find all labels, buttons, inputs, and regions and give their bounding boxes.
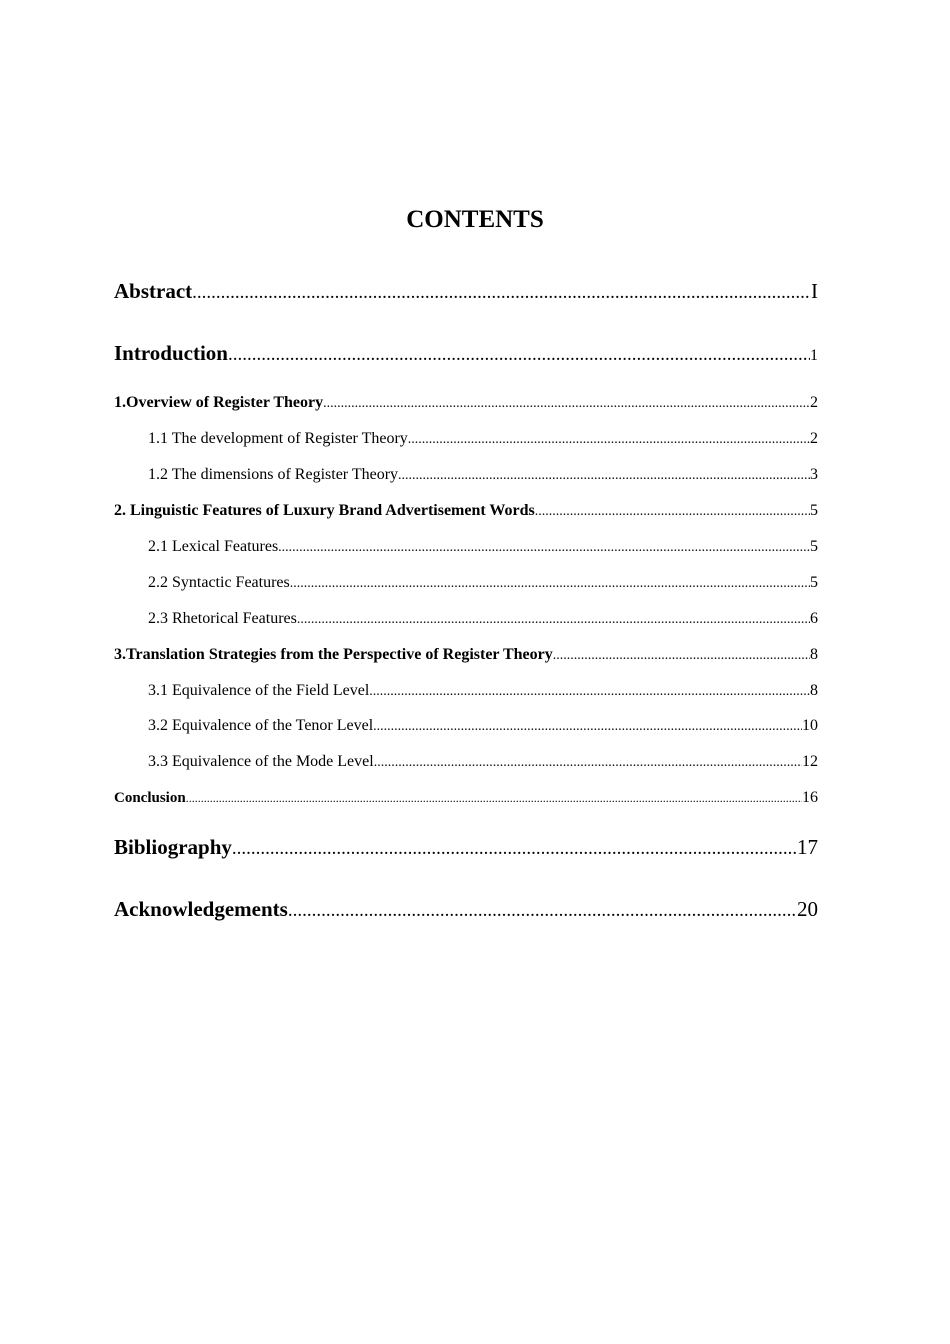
toc-title: CONTENTS	[406, 206, 544, 233]
toc-entry-label: 1.2 The dimensions of Register Theory	[148, 466, 399, 483]
dot-leader	[228, 342, 810, 368]
dot-leader	[288, 898, 797, 924]
toc-entry-introduction[interactable]	[114, 340, 818, 369]
toc-entry-label: 2. Linguistic Features of Luxury Brand Advertisement Words	[114, 502, 535, 519]
dot-leader	[398, 466, 810, 486]
toc-entry-section-3[interactable]	[114, 645, 818, 666]
dot-leader	[297, 610, 810, 630]
dot-leader	[232, 836, 797, 862]
toc-entry-page: 6	[810, 610, 818, 627]
dot-leader	[323, 394, 810, 414]
toc-entry-label: 3.2 Equivalence of the Tenor Level	[148, 717, 374, 734]
toc-entry-label: Abstract	[114, 279, 193, 303]
dot-leader	[373, 717, 802, 737]
toc-entry-label: 3.3 Equivalence of the Mode Level	[148, 753, 374, 770]
toc-entry-page: 5	[810, 502, 818, 519]
toc-entry-page: 5	[810, 538, 818, 555]
toc-entry-bibliography[interactable]	[114, 834, 818, 862]
dot-leader	[553, 646, 810, 666]
toc-entry-page: 16	[802, 789, 818, 806]
toc-entry-section-3-3[interactable]	[114, 752, 818, 773]
toc-entry-label: 2.2 Syntactic Features	[148, 574, 290, 591]
dot-leader	[374, 753, 802, 773]
toc-entry-page: 8	[810, 646, 818, 663]
toc-entry-label: 1.Overview of Register Theory	[114, 394, 324, 411]
dot-leader	[369, 682, 810, 702]
dot-leader	[535, 502, 810, 522]
toc-entry-page: 3	[810, 466, 818, 483]
toc-entry-page: I	[811, 279, 818, 303]
toc-entry-page: 8	[810, 682, 818, 699]
dot-leader	[192, 280, 811, 306]
toc-entry-label: Introduction	[114, 341, 228, 365]
toc-entry-label: 1.1 The development of Register Theory	[148, 430, 408, 447]
toc-entry-section-3-2[interactable]	[114, 716, 818, 737]
toc-entry-section-1-2[interactable]	[114, 465, 818, 486]
toc-entry-section-2[interactable]	[114, 501, 818, 522]
toc-entry-page: 5	[810, 574, 818, 591]
toc-entry-section-2-3[interactable]	[114, 609, 818, 630]
toc-entry-label: 3.Translation Strategies from the Perspective of Register Theory	[114, 646, 553, 663]
toc-entry-page: 12	[802, 753, 818, 770]
dot-leader	[186, 788, 802, 808]
dot-leader	[278, 538, 810, 558]
dot-leader	[408, 430, 810, 450]
toc-entry-section-2-2[interactable]	[114, 573, 818, 594]
toc-entry-page: 2	[810, 394, 818, 411]
toc-entry-section-2-1[interactable]	[114, 537, 818, 558]
toc-entry-page: 10	[802, 717, 818, 734]
toc-entry-label: Acknowledgements	[114, 897, 288, 921]
toc-entry-label: Bibliography	[114, 835, 232, 859]
toc-entry-acknowledgements[interactable]	[114, 896, 818, 924]
toc-entry-section-3-1[interactable]	[114, 681, 818, 702]
toc-entry-abstract[interactable]	[114, 278, 818, 306]
toc-entry-page: 1	[810, 347, 818, 364]
toc-entry-conclusion[interactable]	[114, 788, 818, 808]
toc-entry-section-1[interactable]	[114, 393, 818, 414]
toc-entry-page: 17	[797, 835, 818, 859]
toc-entry-page: 2	[810, 430, 818, 447]
toc-entry-label: 3.1 Equivalence of the Field Level	[148, 682, 370, 699]
toc-entry-label: Conclusion	[114, 790, 186, 806]
toc-entry-section-1-1[interactable]	[114, 429, 818, 450]
toc-entry-label: 2.1 Lexical Features	[148, 538, 279, 555]
dot-leader	[290, 574, 810, 594]
toc-entry-page: 20	[797, 897, 818, 921]
toc-entry-label: 2.3 Rhetorical Features	[148, 610, 297, 627]
